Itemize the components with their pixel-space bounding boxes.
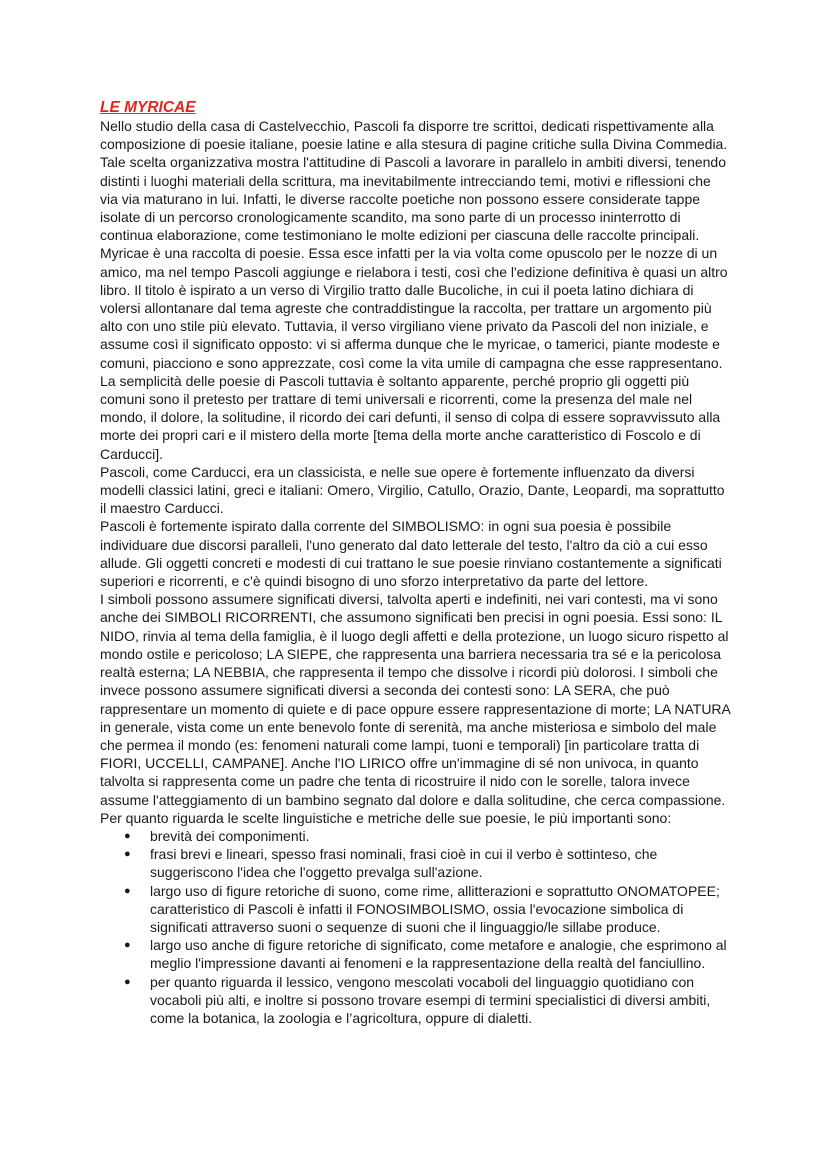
bullet-icon: ● [124, 939, 131, 952]
list-item [122, 827, 732, 845]
paragraph-scelte-linguistiche: Per quanto riguarda le scelte linguistiche e metriche delle sue poesie, le più importanti sono: [100, 809, 672, 826]
list-item [122, 936, 732, 972]
list-item-text: largo uso di figure retoriche di suono, come rime, allitterazioni e soprattutto ONOMATOPEE; caratteristico di Pascoli è infatti il FONOSIMBOLISMO, ossia l'evocazione simbolica di significati attraverso suoni o sequenze di suoni che il linguaggio/le sillabe produce. [150, 882, 720, 935]
list-item-text: largo uso anche di figure retoriche di significato, come metafore e analogie, che esprimono al meglio l'impressione davanti ai fenomeni e la rappresentazione della realtà del fanciullino. [150, 937, 727, 972]
list-item [122, 845, 732, 881]
list-item-text: brevità dei componimenti. [150, 827, 310, 844]
bullet-list [100, 827, 732, 1027]
paragraph-classicista: Pascoli, come Carducci, era un classicista, e nelle sue opere è fortemente influenzato da diversi modelli classici latini, greci e italiani: Omero, Virgilio, Catullo, Orazio, Dante, Leopardi, ma soprattutto il maestro Carducci. [100, 463, 725, 517]
list-item-text: per quanto riguarda il lessico, vengono mescolati vocaboli del linguaggio quotidiano con vocaboli più alti, e inoltre si possono trovare esempi di termini specialistici di diversi ambiti, come la botanica, la zoologia e l’agricoltura, oppure di dialetti. [150, 973, 711, 1026]
list-item [122, 882, 732, 937]
document-title: LE MYRICAE [100, 99, 196, 116]
bullet-icon: ● [124, 975, 131, 988]
paragraph-myricae: Myricae è una raccolta di poesie. Essa esce infatti per la via volta come opuscolo per le nozze di un amico, ma nel tempo Pascoli aggiunge e rielabora i testi, così che l'edizione definitiva è quasi un altro libro. Il titolo è ispirato a un verso di Virgilio tratto dalle Bucoliche, in cui il poeta latino dichiara di volersi allontanare dal tema agreste che contraddistingue la raccolta, per trattare un argomento più alto con uno stile più elevato. Tuttavia, il verso virgiliano viene privato da Pascoli del non iniziale, e assume così il significato opposto: vi si afferma dunque che le myricae, o tamerici, piante modeste e comuni, piacciono e sono apprezzate, così come la vita umile di campagna che esse rappresentano. [100, 245, 728, 371]
list-item [122, 973, 732, 1028]
bullet-icon: ● [124, 829, 131, 842]
bullet-icon: ● [124, 848, 131, 861]
list-item-text: frasi brevi e lineari, spesso frasi nominali, frasi cioè in cui il verbo è sottinteso, che suggeriscono l'idea che l'oggetto prevalga sull'azione. [150, 846, 658, 881]
paragraph-simboli: I simboli possono assumere significati diversi, talvolta aperti e indefiniti, nei vari contesti, ma vi sono anche dei SIMBOLI RICORRENTI, che assumono significati ben precisi in ogni poesia. Essi sono: IL NIDO, rinvia al tema della famiglia, è il luogo degli affetti e della protezione, un luogo sicuro rispetto al mondo ostile e pericoloso; LA SIEPE, che rappresenta una barriera necessaria tra sé e la pericolosa realtà esterna; LA NEBBIA, che rappresenta il tempo che dissolve i ricordi più dolorosi. I simboli che invece possono assumere significati diversi a seconda dei contesti sono: LA SERA, che può rappresentare un momento di quiete e di pace oppure essere rappresentazione di morte; LA NATURA in generale, vista come un ente benevolo fonte di serenità, ma anche misteriosa e simbolo del male che permea il mondo (es: fenomeni naturali come lampi, tuoni e temporali) [in particolare tratta di FIORI, UCCELLI, CAMPANE]. Anche l'IO LIRICO offre un'immagine di sé non univoca, in quanto talvolta si rappresenta come un padre che tenta di ricostruire il nido con le sorelle, talora invece assume l'atteggiamento di un bambino segnato dal dolore e dalla solitudine, che cerca compassione. [100, 591, 731, 808]
paragraph-scrittoi: Nello studio della casa di Castelvecchio, Pascoli fa disporre tre scrittoi, dedicati rispettivamente alla composizione di poesie italiane, poesie latine e alla stesura di pagine critiche sulla Divina Commedia. Tale scelta organizzativa mostra l'attitudine di Pascoli a lavorare in parallelo in ambiti diversi, tenendo distinti i luoghi materiali della scrittura, ma inevitabilmente intrecciando temi, motivi e riflessioni che via via maturano in lui. Infatti, le diverse raccolte poetiche non possono essere considerate tappe isolate di un percorso cronologicamente scandito, ma sono parte di un processo ininterrotto di continua elaborazione, come testimoniano le molte edizioni per ciascuna delle raccolte principali. [100, 118, 728, 244]
bullet-icon: ● [124, 884, 131, 897]
paragraph-simbolismo: Pascoli è fortemente ispirato dalla corrente del SIMBOLISMO: in ogni sua poesia è possibile individuare due discorsi paralleli, l'uno generato dal dato letterale del testo, l'altro da ciò a cui esso allude. Gli oggetti concreti e modesti di cui trattano le sue poesie rinviano costantemente a significati superiori e ricorrenti, e c'è quindi bisogno di uno sforzo interpretativo da parte del lettore. [100, 518, 722, 590]
paragraph-semplicita: La semplicità delle poesie di Pascoli tuttavia è soltanto apparente, perché proprio gli oggetti più comuni sono il pretesto per trattare di temi universali e ricorrenti, come la presenza del male nel mondo, il dolore, la solitudine, il ricordo dei cari defunti, il senso di colpa di essere sopravvissuto alla morte dei propri cari e il mistero della morte [tema della morte anche caratteristico di Foscolo e di Carducci]. [100, 372, 721, 462]
